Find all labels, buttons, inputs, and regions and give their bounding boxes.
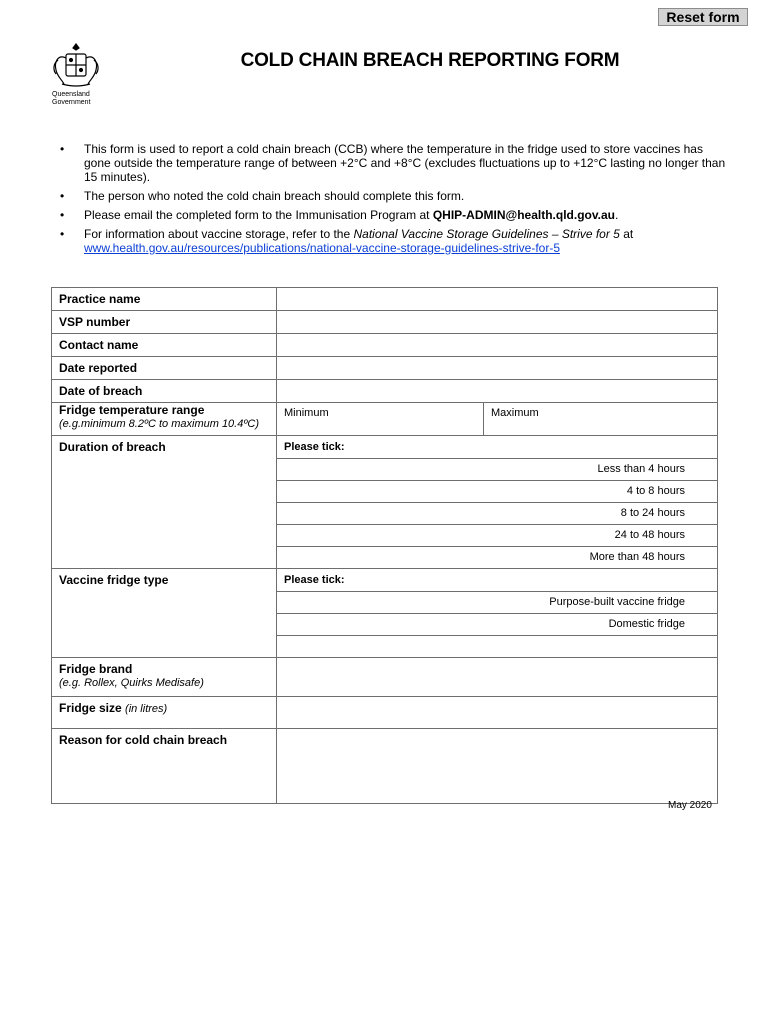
list-item	[60, 227, 730, 255]
bullet-text: The person who noted the cold chain breach should complete this form.	[84, 189, 465, 203]
practice-name-field[interactable]	[277, 288, 718, 311]
fridge-type-option-purpose-built[interactable]: Purpose-built vaccine fridge	[277, 592, 718, 614]
page-title: COLD CHAIN BREACH REPORTING FORM	[240, 50, 620, 71]
fridge-brand-field[interactable]	[277, 658, 718, 697]
date-reported-label: Date reported	[52, 357, 277, 380]
logo-line-queensland: Queensland	[52, 91, 90, 98]
bullet-text: This form is used to report a cold chain breach (CCB) where the temperature in the fridge used to store vaccines has gone outside the temperature range of between +2°C and +8°C (excludes fluctuations up to +12°C lasting no longer than 15 minutes).	[84, 142, 726, 184]
bullet-icon: •	[60, 208, 65, 222]
fridge-type-please-tick: Please tick:	[277, 569, 718, 592]
bullet-text: .	[614, 208, 619, 222]
fridge-size-label-text: Fridge size	[59, 701, 122, 715]
instructions-list	[60, 142, 730, 260]
fridge-brand-example: (e.g. Rollex, Quirks Medisafe)	[59, 677, 204, 689]
date-reported-field[interactable]	[277, 357, 718, 380]
contact-name-label: Contact name	[52, 334, 277, 357]
fridge-brand-label	[52, 658, 277, 697]
reason-label: Reason for cold chain breach	[52, 729, 277, 804]
fridge-brand-label-text: Fridge brand	[59, 662, 133, 676]
form-date: May 2020	[668, 800, 712, 811]
email-address: QHIP-ADMIN@health.qld.gov.au	[432, 208, 615, 222]
list-item	[60, 208, 730, 222]
logo-line-government: Government	[52, 99, 91, 106]
duration-please-tick: Please tick:	[277, 436, 718, 459]
minimum-label: Minimum	[284, 407, 329, 419]
contact-name-field[interactable]	[277, 334, 718, 357]
vsp-number-field[interactable]	[277, 311, 718, 334]
date-of-breach-label: Date of breach	[52, 380, 277, 403]
vsp-number-label: VSP number	[52, 311, 277, 334]
guidelines-link[interactable]: www.health.gov.au/resources/publications/national-vaccine-storage-guidelines-strive-for-5	[84, 241, 561, 255]
bullet-text: Please email the completed form to the Immunisation Program at	[84, 208, 433, 222]
fridge-size-unit: (in litres)	[125, 703, 168, 715]
fridge-size-label	[52, 697, 277, 729]
fridge-type-blank-row[interactable]	[277, 636, 718, 658]
fridge-temp-label-text: Fridge temperature range	[59, 403, 205, 417]
bullet-icon: •	[60, 142, 65, 156]
duration-option-more-than-48[interactable]: More than 48 hours	[277, 547, 718, 569]
duration-option-24-to-48[interactable]: 24 to 48 hours	[277, 525, 718, 547]
practice-name-label: Practice name	[52, 288, 277, 311]
bullet-icon: •	[60, 189, 65, 203]
list-item	[60, 142, 730, 184]
duration-option-less-than-4[interactable]: Less than 4 hours	[277, 459, 718, 481]
fridge-temp-label	[52, 403, 277, 436]
list-item	[60, 189, 730, 203]
bullet-text: For information about vaccine storage, refer to the	[84, 227, 354, 241]
duration-option-8-to-24[interactable]: 8 to 24 hours	[277, 503, 718, 525]
fridge-type-label: Vaccine fridge type	[52, 569, 277, 658]
date-of-breach-field[interactable]	[277, 380, 718, 403]
maximum-label: Maximum	[491, 407, 539, 419]
ccb-form-table	[51, 287, 718, 804]
bullet-text: at	[619, 227, 634, 241]
fridge-size-field[interactable]	[277, 697, 718, 729]
logo-text	[52, 91, 91, 107]
fridge-temp-example: (e.g.minimum 8.2ºC to maximum 10.4ºC)	[59, 418, 259, 430]
duration-option-4-to-8[interactable]: 4 to 8 hours	[277, 481, 718, 503]
fridge-type-option-domestic[interactable]: Domestic fridge	[277, 614, 718, 636]
minimum-temp-field[interactable]	[277, 403, 484, 436]
maximum-temp-field[interactable]	[484, 403, 718, 436]
reason-field[interactable]	[277, 729, 718, 804]
duration-label: Duration of breach	[52, 436, 277, 569]
bullet-icon: •	[60, 227, 65, 241]
guidelines-title: National Vaccine Storage Guidelines – Strive for 5	[353, 227, 620, 241]
reset-form-button[interactable]: Reset form	[658, 8, 748, 26]
